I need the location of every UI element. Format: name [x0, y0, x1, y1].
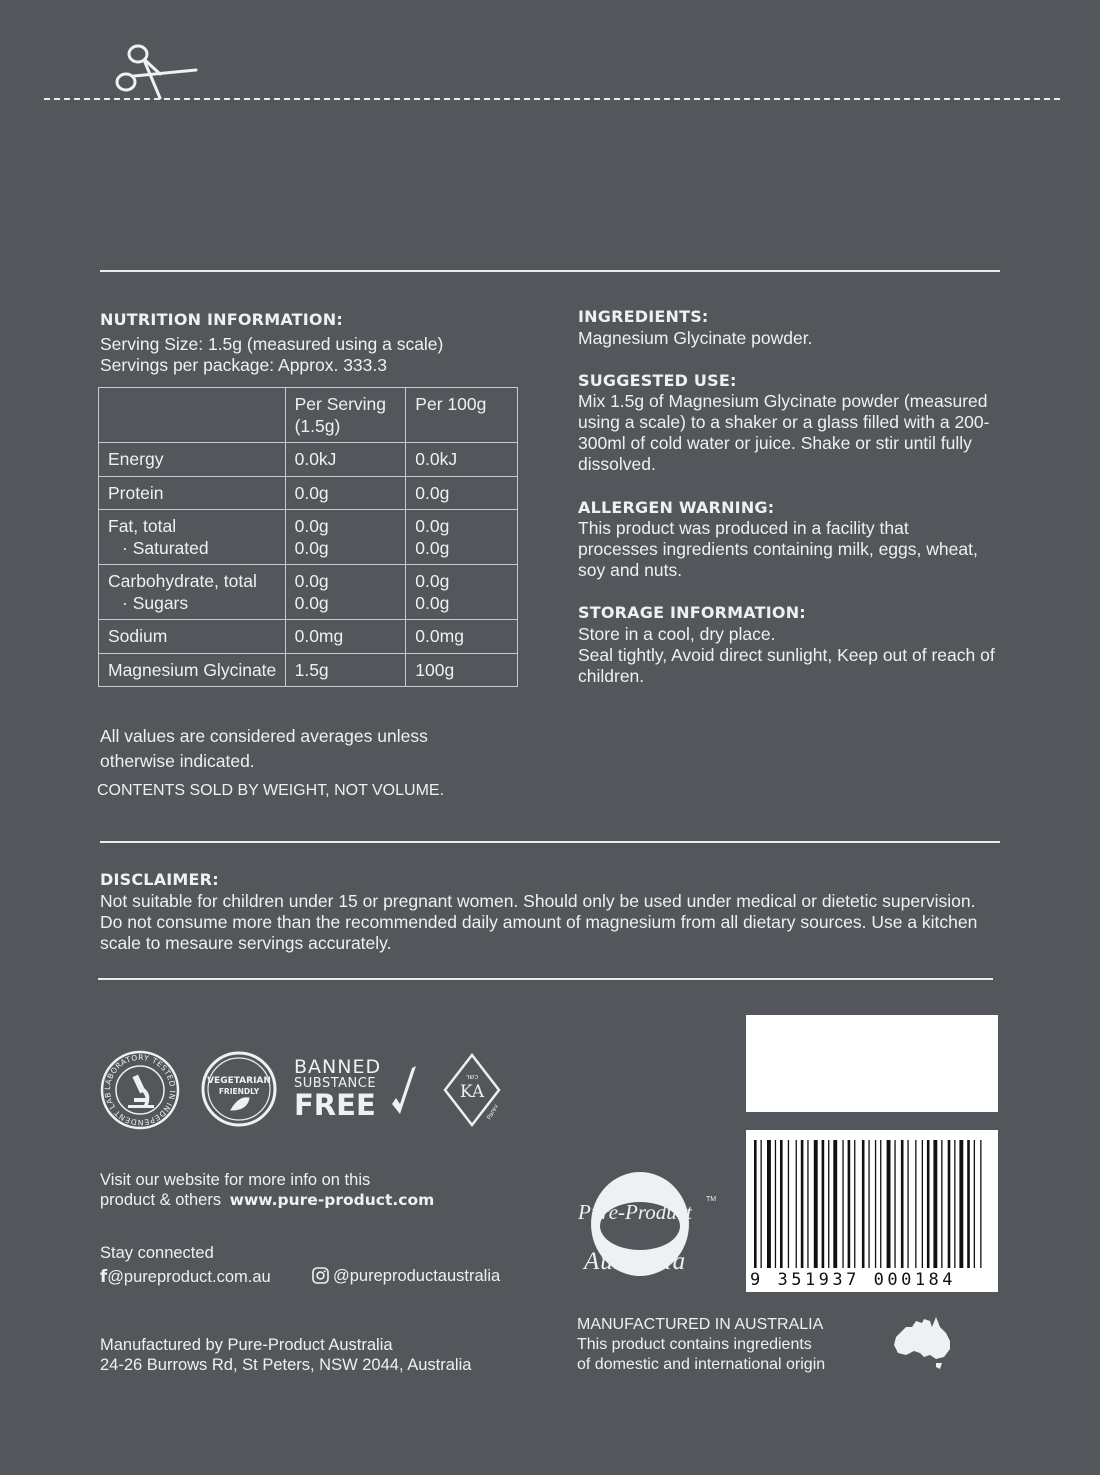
row-label: [99, 565, 286, 620]
row-per100-sub: 0.0g: [415, 537, 450, 558]
row-per100-main: 0.0g: [415, 516, 450, 536]
table-row: [99, 443, 518, 477]
table-header-per-100g: Per 100g: [406, 388, 518, 443]
banned-substance-free-badge: [294, 1058, 424, 1122]
row-label-sub: · Saturated: [122, 537, 209, 558]
barcode-bar: [927, 1140, 930, 1268]
row-label-main: Carbohydrate, total: [108, 571, 257, 591]
logo-line-2: Australia: [584, 1248, 687, 1275]
table-row: [99, 653, 518, 687]
origin-line-1: MANUFACTURED IN AUSTRALIA: [577, 1316, 824, 1333]
checkmark-icon: [390, 1064, 418, 1116]
facebook-icon: f: [100, 1267, 108, 1286]
weight-note: CONTENTS SOLD BY WEIGHT, NOT VOLUME.: [97, 782, 445, 799]
barcode-bar: [868, 1140, 869, 1268]
row-serving-sub: 0.0g: [294, 537, 329, 558]
row-per100: [406, 565, 518, 620]
divider-middle: [100, 841, 1000, 843]
nutrition-heading: NUTRITION INFORMATION:: [100, 310, 343, 329]
row-serving-main: 0.0g: [294, 571, 329, 591]
barcode-bar: [954, 1140, 955, 1268]
servings-per-package: Servings per package: Approx. 333.3: [100, 355, 387, 375]
barcode-bar: [894, 1140, 895, 1268]
barcode-bar: [822, 1140, 825, 1268]
table-row: [99, 476, 518, 510]
barcode-bar: [854, 1140, 855, 1268]
row-per100: 0.0kJ: [406, 443, 518, 477]
row-per100: 0.0mg: [406, 620, 518, 654]
allergen-text: This product was produced in a facility that processes ingredients containing milk, eggs, wheat, soy and nuts.: [578, 518, 978, 580]
barcode-bar: [767, 1140, 771, 1268]
barcode-bar: [780, 1140, 783, 1268]
storage-line-2: Seal tightly, Avoid direct sunlight, Keep out of reach of children.: [578, 645, 995, 686]
kosher-badge-icon: [442, 1052, 502, 1128]
origin-line-2: This product contains ingredients: [577, 1336, 812, 1353]
divider-bottom: [98, 978, 993, 980]
svg-text:KA: KA: [459, 1082, 485, 1102]
barcode-bar: [974, 1140, 975, 1268]
row-serving-sub: 0.0g: [294, 592, 329, 613]
blank-label-box: [746, 1015, 998, 1112]
storage-line-1: Store in a cool, dry place.: [578, 624, 776, 644]
suggested-use-text: Mix 1.5g of Magnesium Glycinate powder (measured using a scale) to a shaker or a glass filled with a 200-300ml of cold water or juice. Shake or stir until fully dissolved.: [578, 391, 990, 474]
row-serving: [285, 510, 406, 565]
barcode-bar: [828, 1140, 829, 1268]
barcode-bar: [959, 1140, 963, 1268]
manufacturer-line-2: 24-26 Burrows Rd, St Peters, NSW 2044, Australia: [100, 1356, 472, 1374]
row-label: Energy: [99, 443, 286, 477]
barcode-bar: [848, 1140, 851, 1268]
row-label: [99, 510, 286, 565]
row-label-sub: · Sugars: [122, 592, 189, 613]
barcode-bar: [967, 1140, 970, 1268]
row-per100-main: 0.0g: [415, 571, 450, 591]
divider-top: [100, 270, 1000, 272]
row-per100: 0.0g: [406, 476, 518, 510]
svg-text:Parev: Parev: [485, 1103, 501, 1121]
barcode-bar: [875, 1140, 876, 1268]
table-row: [99, 620, 518, 654]
facebook-handle: @pureproduct.com.au: [107, 1268, 271, 1286]
barcode-bar: [842, 1140, 843, 1268]
social-heading: Stay connected: [100, 1244, 214, 1262]
disclaimer-heading: DISCLAIMER:: [100, 870, 219, 889]
instagram-handle: @pureproductaustralia: [333, 1267, 501, 1285]
table-header-row: [99, 388, 518, 443]
logo-trademark: TM: [706, 1196, 717, 1203]
row-serving: [285, 565, 406, 620]
substance-label: SUBSTANCE: [294, 1076, 377, 1091]
ingredients-heading: INGREDIENTS:: [578, 307, 709, 326]
svg-text:FRIENDLY: FRIENDLY: [218, 1087, 260, 1096]
row-serving-main: 0.0g: [294, 516, 329, 536]
row-label: Magnesium Glycinate: [99, 653, 286, 687]
suggested-use-heading: SUGGESTED USE:: [578, 371, 737, 390]
table-row: [99, 510, 518, 565]
barcode-bar: [814, 1140, 818, 1268]
storage-heading: STORAGE INFORMATION:: [578, 603, 806, 622]
barcode-bar: [948, 1140, 951, 1268]
barcode-bar: [775, 1140, 776, 1268]
barcode-bar: [862, 1140, 865, 1268]
origin-line-3: of domestic and international origin: [577, 1356, 826, 1373]
barcode-bar: [901, 1140, 904, 1268]
barcode-bar: [761, 1140, 762, 1268]
instagram-icon: [312, 1267, 329, 1284]
table-header-per-serving: Per Serving (1.5g): [285, 388, 406, 443]
row-serving: 0.0mg: [285, 620, 406, 654]
vegetarian-badge-icon: [200, 1050, 278, 1128]
table-header-blank: [99, 388, 286, 443]
row-serving: 0.0kJ: [285, 443, 406, 477]
barcode-bar: [801, 1140, 804, 1268]
facebook-link[interactable]: [100, 1266, 271, 1288]
logo-line-1: Pure-Product: [578, 1200, 692, 1224]
barcode-bar: [807, 1140, 808, 1268]
lab-tested-badge-icon: [100, 1050, 180, 1130]
row-label: Sodium: [99, 620, 286, 654]
barcode-bar: [796, 1140, 797, 1268]
barcode-bar: [980, 1140, 981, 1268]
barcode: [746, 1130, 998, 1292]
australia-map-icon: [890, 1315, 956, 1371]
row-label: Protein: [99, 476, 286, 510]
svg-text:VEGETARIAN: VEGETARIAN: [207, 1076, 271, 1086]
barcode-bar: [907, 1140, 908, 1268]
row-serving: 0.0g: [285, 476, 406, 510]
cut-line: [44, 98, 1060, 100]
barcode-bar: [788, 1140, 789, 1268]
disclaimer-text: Not suitable for children under 15 or pregnant women. Should only be used under medical or dietetic supervision. Do not consume more than the recommended daily amount of magnesium from all dietary sources. Use a kitchen scale to mesaure servings accurately.: [100, 891, 978, 953]
website-url-link[interactable]: www.pure-product.com: [229, 1191, 435, 1209]
instagram-link[interactable]: [312, 1266, 500, 1287]
allergen-heading: ALLERGEN WARNING:: [578, 498, 775, 517]
row-per100: 100g: [406, 653, 518, 687]
ingredients-text: Magnesium Glycinate powder.: [578, 328, 813, 348]
website-line-1: Visit our website for more info on this: [100, 1171, 371, 1189]
barcode-digits: 9 351937 000184: [750, 1270, 957, 1290]
barcode-bar: [887, 1140, 891, 1268]
nutrition-table: [98, 387, 518, 687]
pure-product-logo: [576, 1168, 726, 1280]
barcode-bar: [915, 1140, 916, 1268]
row-label-main: Fat, total: [108, 516, 177, 536]
website-line-2-text: product & others: [100, 1191, 222, 1209]
barcode-bar: [941, 1140, 942, 1268]
barcode-bar: [754, 1140, 757, 1268]
scissors-icon: [108, 42, 200, 102]
free-label: FREE: [294, 1088, 376, 1122]
website-line-2: [100, 1190, 434, 1211]
barcode-bar: [880, 1140, 881, 1268]
svg-text:כשר: כשר: [465, 1073, 479, 1081]
table-row: [99, 565, 518, 620]
svg-text:LABORATORY TESTED IN INDEPENDE: LABORATORY TESTED IN INDEPENDENT LAB: [102, 1052, 178, 1128]
row-per100: [406, 510, 518, 565]
serving-size: Serving Size: 1.5g (measured using a scale): [100, 334, 444, 354]
averages-note: All values are considered averages unless otherwise indicated.: [100, 726, 428, 771]
row-per100-sub: 0.0g: [415, 592, 450, 613]
barcode-bar: [922, 1140, 923, 1268]
barcode-bar: [833, 1140, 837, 1268]
barcode-bars: [746, 1130, 998, 1292]
manufacturer-line-1: Manufactured by Pure-Product Australia: [100, 1336, 393, 1354]
row-serving: 1.5g: [285, 653, 406, 687]
barcode-bar: [933, 1140, 937, 1268]
banned-label: BANNED: [294, 1056, 382, 1078]
